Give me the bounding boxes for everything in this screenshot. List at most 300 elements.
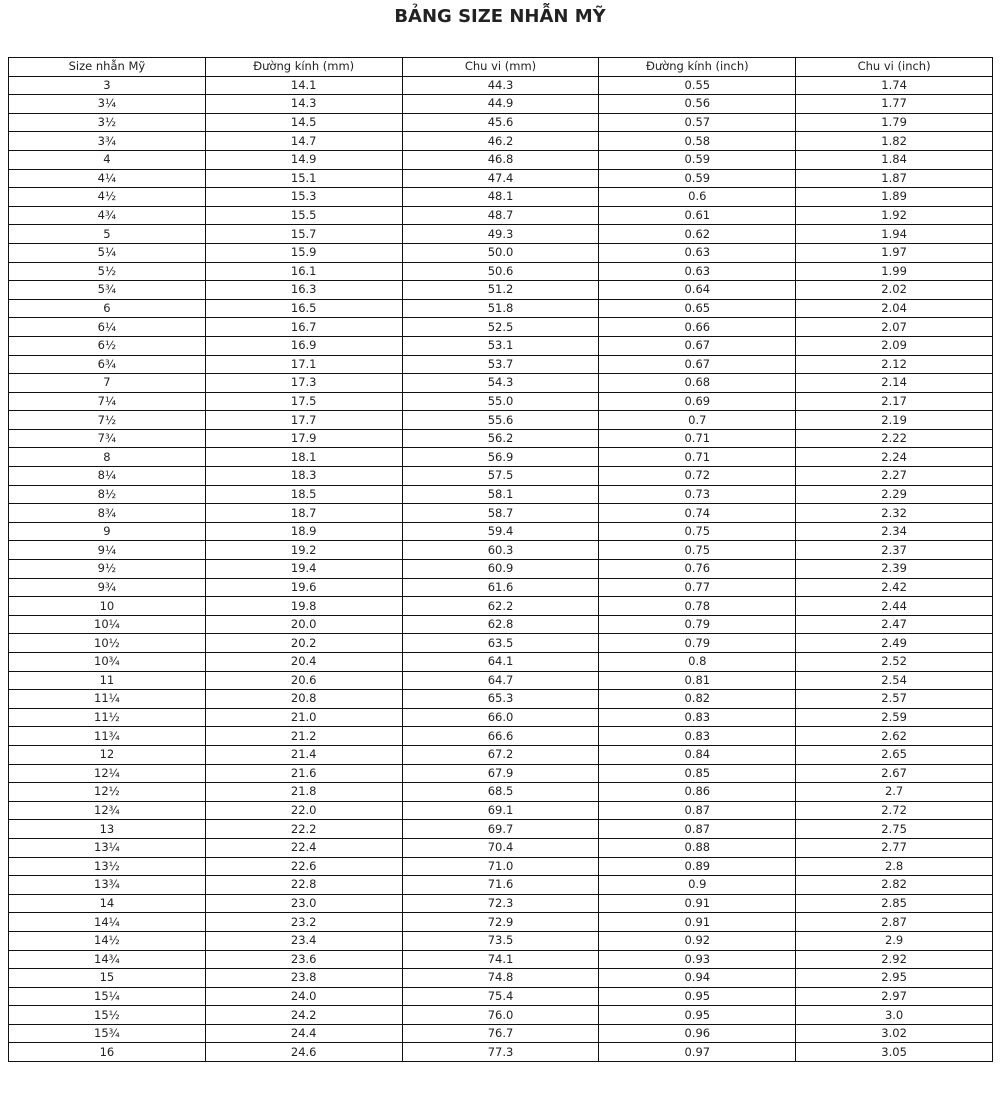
circumference-mm-cell: 74.1 — [402, 950, 599, 969]
circumference-inch-cell: 1.74 — [796, 76, 993, 95]
circumference-mm-cell: 58.7 — [402, 504, 599, 523]
table-row — [9, 522, 993, 541]
circumference-inch-cell: 3.0 — [796, 1006, 993, 1025]
circumference-inch-cell: 2.72 — [796, 801, 993, 820]
diameter-inch-cell: 0.75 — [599, 522, 796, 541]
diameter-mm-cell: 18.5 — [205, 485, 402, 504]
diameter-mm-cell: 23.4 — [205, 931, 402, 950]
table-row — [9, 374, 993, 393]
circumference-mm-cell: 63.5 — [402, 634, 599, 653]
diameter-mm-cell: 17.9 — [205, 429, 402, 448]
circumference-inch-cell: 1.84 — [796, 150, 993, 169]
us-size-cell: 6¾ — [9, 355, 206, 374]
us-size-cell: 4 — [9, 150, 206, 169]
diameter-mm-cell: 16.1 — [205, 262, 402, 281]
header-us-size: Size nhẫn Mỹ — [9, 58, 206, 77]
diameter-inch-cell: 0.68 — [599, 374, 796, 393]
circumference-inch-cell: 2.57 — [796, 690, 993, 709]
table-row — [9, 745, 993, 764]
circumference-inch-cell: 2.02 — [796, 281, 993, 300]
diameter-inch-cell: 0.66 — [599, 318, 796, 337]
diameter-inch-cell: 0.94 — [599, 969, 796, 988]
us-size-cell: 14½ — [9, 931, 206, 950]
diameter-inch-cell: 0.96 — [599, 1024, 796, 1043]
circumference-inch-cell: 2.29 — [796, 485, 993, 504]
diameter-mm-cell: 23.0 — [205, 894, 402, 913]
circumference-mm-cell: 65.3 — [402, 690, 599, 709]
circumference-mm-cell: 46.2 — [402, 132, 599, 151]
diameter-mm-cell: 15.3 — [205, 188, 402, 207]
diameter-mm-cell: 17.1 — [205, 355, 402, 374]
us-size-cell: 13¾ — [9, 876, 206, 895]
us-size-cell: 3½ — [9, 113, 206, 132]
diameter-mm-cell: 18.9 — [205, 522, 402, 541]
circumference-inch-cell: 1.99 — [796, 262, 993, 281]
diameter-mm-cell: 24.2 — [205, 1006, 402, 1025]
circumference-mm-cell: 55.6 — [402, 411, 599, 430]
table-row — [9, 969, 993, 988]
circumference-inch-cell: 2.07 — [796, 318, 993, 337]
diameter-inch-cell: 0.59 — [599, 150, 796, 169]
table-row — [9, 448, 993, 467]
table-row — [9, 578, 993, 597]
diameter-mm-cell: 18.7 — [205, 504, 402, 523]
diameter-inch-cell: 0.83 — [599, 727, 796, 746]
diameter-mm-cell: 15.1 — [205, 169, 402, 188]
us-size-cell: 14 — [9, 894, 206, 913]
diameter-inch-cell: 0.67 — [599, 336, 796, 355]
circumference-inch-cell: 2.09 — [796, 336, 993, 355]
table-row — [9, 485, 993, 504]
table-row — [9, 1006, 993, 1025]
us-size-cell: 16 — [9, 1043, 206, 1062]
us-size-cell: 9¼ — [9, 541, 206, 560]
circumference-inch-cell: 2.42 — [796, 578, 993, 597]
us-size-cell: 11½ — [9, 708, 206, 727]
diameter-inch-cell: 0.76 — [599, 560, 796, 579]
circumference-inch-cell: 2.82 — [796, 876, 993, 895]
circumference-inch-cell: 2.65 — [796, 745, 993, 764]
diameter-inch-cell: 0.75 — [599, 541, 796, 560]
circumference-inch-cell: 2.59 — [796, 708, 993, 727]
us-size-cell: 8¼ — [9, 467, 206, 486]
table-row — [9, 262, 993, 281]
diameter-mm-cell: 20.0 — [205, 615, 402, 634]
circumference-mm-cell: 54.3 — [402, 374, 599, 393]
diameter-mm-cell: 21.6 — [205, 764, 402, 783]
diameter-inch-cell: 0.73 — [599, 485, 796, 504]
diameter-mm-cell: 15.5 — [205, 206, 402, 225]
table-row — [9, 336, 993, 355]
diameter-mm-cell: 22.8 — [205, 876, 402, 895]
header-circumference-inch: Chu vi (inch) — [796, 58, 993, 77]
circumference-mm-cell: 50.0 — [402, 243, 599, 262]
table-row — [9, 76, 993, 95]
diameter-inch-cell: 0.71 — [599, 448, 796, 467]
diameter-mm-cell: 18.3 — [205, 467, 402, 486]
circumference-mm-cell: 56.9 — [402, 448, 599, 467]
circumference-inch-cell: 1.92 — [796, 206, 993, 225]
diameter-inch-cell: 0.85 — [599, 764, 796, 783]
circumference-inch-cell: 1.89 — [796, 188, 993, 207]
diameter-mm-cell: 19.6 — [205, 578, 402, 597]
diameter-inch-cell: 0.56 — [599, 95, 796, 114]
circumference-mm-cell: 66.0 — [402, 708, 599, 727]
diameter-inch-cell: 0.78 — [599, 597, 796, 616]
diameter-inch-cell: 0.64 — [599, 281, 796, 300]
diameter-inch-cell: 0.67 — [599, 355, 796, 374]
diameter-inch-cell: 0.59 — [599, 169, 796, 188]
header-circumference-mm: Chu vi (mm) — [402, 58, 599, 77]
us-size-cell: 6 — [9, 299, 206, 318]
table-row — [9, 708, 993, 727]
circumference-inch-cell: 2.85 — [796, 894, 993, 913]
circumference-inch-cell: 2.97 — [796, 987, 993, 1006]
diameter-inch-cell: 0.82 — [599, 690, 796, 709]
circumference-mm-cell: 47.4 — [402, 169, 599, 188]
diameter-inch-cell: 0.58 — [599, 132, 796, 151]
circumference-inch-cell: 2.75 — [796, 820, 993, 839]
circumference-mm-cell: 74.8 — [402, 969, 599, 988]
diameter-inch-cell: 0.72 — [599, 467, 796, 486]
diameter-mm-cell: 19.2 — [205, 541, 402, 560]
diameter-mm-cell: 21.8 — [205, 783, 402, 802]
table-row — [9, 1024, 993, 1043]
diameter-inch-cell: 0.55 — [599, 76, 796, 95]
circumference-mm-cell: 49.3 — [402, 225, 599, 244]
diameter-inch-cell: 0.92 — [599, 931, 796, 950]
diameter-mm-cell: 24.6 — [205, 1043, 402, 1062]
us-size-cell: 7¼ — [9, 392, 206, 411]
circumference-mm-cell: 72.9 — [402, 913, 599, 932]
us-size-cell: 14¾ — [9, 950, 206, 969]
us-size-cell: 13¼ — [9, 838, 206, 857]
table-row — [9, 132, 993, 151]
diameter-inch-cell: 0.83 — [599, 708, 796, 727]
table-row — [9, 411, 993, 430]
circumference-mm-cell: 71.6 — [402, 876, 599, 895]
us-size-cell: 11¼ — [9, 690, 206, 709]
table-row — [9, 1043, 993, 1062]
circumference-inch-cell: 2.27 — [796, 467, 993, 486]
circumference-inch-cell: 2.62 — [796, 727, 993, 746]
us-size-cell: 12¼ — [9, 764, 206, 783]
table-row — [9, 931, 993, 950]
circumference-mm-cell: 77.3 — [402, 1043, 599, 1062]
circumference-mm-cell: 67.2 — [402, 745, 599, 764]
circumference-mm-cell: 46.8 — [402, 150, 599, 169]
diameter-inch-cell: 0.8 — [599, 653, 796, 672]
us-size-cell: 12½ — [9, 783, 206, 802]
table-row — [9, 838, 993, 857]
us-size-cell: 11¾ — [9, 727, 206, 746]
diameter-inch-cell: 0.71 — [599, 429, 796, 448]
diameter-mm-cell: 17.7 — [205, 411, 402, 430]
diameter-mm-cell: 24.4 — [205, 1024, 402, 1043]
circumference-mm-cell: 75.4 — [402, 987, 599, 1006]
diameter-inch-cell: 0.91 — [599, 894, 796, 913]
diameter-inch-cell: 0.91 — [599, 913, 796, 932]
diameter-inch-cell: 0.79 — [599, 634, 796, 653]
circumference-mm-cell: 64.1 — [402, 653, 599, 672]
table-row — [9, 225, 993, 244]
diameter-mm-cell: 16.3 — [205, 281, 402, 300]
circumference-inch-cell: 2.04 — [796, 299, 993, 318]
table-row — [9, 820, 993, 839]
table-row — [9, 634, 993, 653]
diameter-mm-cell: 19.4 — [205, 560, 402, 579]
circumference-mm-cell: 56.2 — [402, 429, 599, 448]
circumference-inch-cell: 1.79 — [796, 113, 993, 132]
circumference-inch-cell: 2.32 — [796, 504, 993, 523]
circumference-mm-cell: 59.4 — [402, 522, 599, 541]
circumference-inch-cell: 2.52 — [796, 653, 993, 672]
us-size-cell: 9¾ — [9, 578, 206, 597]
diameter-mm-cell: 14.1 — [205, 76, 402, 95]
diameter-inch-cell: 0.86 — [599, 783, 796, 802]
circumference-inch-cell: 1.87 — [796, 169, 993, 188]
diameter-inch-cell: 0.93 — [599, 950, 796, 969]
us-size-cell: 9½ — [9, 560, 206, 579]
diameter-mm-cell: 14.9 — [205, 150, 402, 169]
us-size-cell: 9 — [9, 522, 206, 541]
circumference-mm-cell: 69.1 — [402, 801, 599, 820]
diameter-mm-cell: 21.2 — [205, 727, 402, 746]
circumference-inch-cell: 2.12 — [796, 355, 993, 374]
circumference-mm-cell: 71.0 — [402, 857, 599, 876]
circumference-mm-cell: 44.3 — [402, 76, 599, 95]
circumference-inch-cell: 2.22 — [796, 429, 993, 448]
diameter-mm-cell: 21.0 — [205, 708, 402, 727]
table-row — [9, 597, 993, 616]
circumference-inch-cell: 2.7 — [796, 783, 993, 802]
table-row — [9, 243, 993, 262]
diameter-inch-cell: 0.87 — [599, 801, 796, 820]
circumference-inch-cell: 2.34 — [796, 522, 993, 541]
table-body — [9, 76, 993, 1061]
us-size-cell: 10¾ — [9, 653, 206, 672]
table-row — [9, 113, 993, 132]
table-row — [9, 541, 993, 560]
table-header-row — [9, 58, 993, 77]
us-size-cell: 7 — [9, 374, 206, 393]
table-row — [9, 987, 993, 1006]
circumference-mm-cell: 44.9 — [402, 95, 599, 114]
us-size-cell: 15 — [9, 969, 206, 988]
us-size-cell: 15½ — [9, 1006, 206, 1025]
diameter-mm-cell: 14.5 — [205, 113, 402, 132]
table-row — [9, 150, 993, 169]
table-row — [9, 653, 993, 672]
table-row — [9, 281, 993, 300]
table-row — [9, 429, 993, 448]
diameter-inch-cell: 0.63 — [599, 262, 796, 281]
circumference-mm-cell: 72.3 — [402, 894, 599, 913]
diameter-mm-cell: 21.4 — [205, 745, 402, 764]
us-size-cell: 14¼ — [9, 913, 206, 932]
diameter-inch-cell: 0.97 — [599, 1043, 796, 1062]
circumference-mm-cell: 62.8 — [402, 615, 599, 634]
diameter-mm-cell: 17.5 — [205, 392, 402, 411]
us-size-cell: 6½ — [9, 336, 206, 355]
diameter-inch-cell: 0.87 — [599, 820, 796, 839]
table-row — [9, 299, 993, 318]
table-row — [9, 690, 993, 709]
table-row — [9, 894, 993, 913]
table-row — [9, 857, 993, 876]
circumference-inch-cell: 2.49 — [796, 634, 993, 653]
table-row — [9, 504, 993, 523]
table-row — [9, 783, 993, 802]
circumference-mm-cell: 64.7 — [402, 671, 599, 690]
header-diameter-mm: Đường kính (mm) — [205, 58, 402, 77]
circumference-inch-cell: 2.37 — [796, 541, 993, 560]
circumference-inch-cell: 2.9 — [796, 931, 993, 950]
diameter-mm-cell: 14.7 — [205, 132, 402, 151]
us-size-cell: 7¾ — [9, 429, 206, 448]
table-row — [9, 615, 993, 634]
diameter-inch-cell: 0.65 — [599, 299, 796, 318]
diameter-inch-cell: 0.95 — [599, 1006, 796, 1025]
diameter-inch-cell: 0.9 — [599, 876, 796, 895]
us-size-cell: 3¾ — [9, 132, 206, 151]
us-size-cell: 8½ — [9, 485, 206, 504]
diameter-mm-cell: 22.2 — [205, 820, 402, 839]
diameter-mm-cell: 22.6 — [205, 857, 402, 876]
us-size-cell: 5¾ — [9, 281, 206, 300]
diameter-mm-cell: 14.3 — [205, 95, 402, 114]
circumference-mm-cell: 73.5 — [402, 931, 599, 950]
circumference-mm-cell: 66.6 — [402, 727, 599, 746]
circumference-mm-cell: 51.8 — [402, 299, 599, 318]
us-size-cell: 15¾ — [9, 1024, 206, 1043]
table-row — [9, 560, 993, 579]
circumference-inch-cell: 2.95 — [796, 969, 993, 988]
us-size-cell: 4¾ — [9, 206, 206, 225]
table-row — [9, 392, 993, 411]
diameter-inch-cell: 0.57 — [599, 113, 796, 132]
circumference-mm-cell: 61.6 — [402, 578, 599, 597]
us-size-cell: 3 — [9, 76, 206, 95]
circumference-mm-cell: 67.9 — [402, 764, 599, 783]
circumference-inch-cell: 2.8 — [796, 857, 993, 876]
us-size-cell: 6¼ — [9, 318, 206, 337]
table-row — [9, 206, 993, 225]
diameter-mm-cell: 20.8 — [205, 690, 402, 709]
circumference-mm-cell: 57.5 — [402, 467, 599, 486]
table-row — [9, 188, 993, 207]
circumference-inch-cell: 3.05 — [796, 1043, 993, 1062]
circumference-mm-cell: 68.5 — [402, 783, 599, 802]
circumference-inch-cell: 2.17 — [796, 392, 993, 411]
diameter-mm-cell: 22.4 — [205, 838, 402, 857]
circumference-mm-cell: 53.1 — [402, 336, 599, 355]
diameter-inch-cell: 0.89 — [599, 857, 796, 876]
circumference-inch-cell: 1.97 — [796, 243, 993, 262]
circumference-mm-cell: 76.7 — [402, 1024, 599, 1043]
diameter-mm-cell: 22.0 — [205, 801, 402, 820]
diameter-mm-cell: 17.3 — [205, 374, 402, 393]
diameter-inch-cell: 0.95 — [599, 987, 796, 1006]
circumference-inch-cell: 2.87 — [796, 913, 993, 932]
circumference-mm-cell: 70.4 — [402, 838, 599, 857]
circumference-mm-cell: 45.6 — [402, 113, 599, 132]
table-row — [9, 355, 993, 374]
diameter-mm-cell: 16.5 — [205, 299, 402, 318]
table-row — [9, 318, 993, 337]
diameter-inch-cell: 0.6 — [599, 188, 796, 207]
page-title: BẢNG SIZE NHẪN MỸ — [394, 6, 606, 27]
us-size-cell: 8 — [9, 448, 206, 467]
circumference-mm-cell: 58.1 — [402, 485, 599, 504]
diameter-mm-cell: 23.8 — [205, 969, 402, 988]
circumference-inch-cell: 1.77 — [796, 95, 993, 114]
diameter-inch-cell: 0.84 — [599, 745, 796, 764]
circumference-mm-cell: 69.7 — [402, 820, 599, 839]
diameter-mm-cell: 15.7 — [205, 225, 402, 244]
us-size-cell: 12¾ — [9, 801, 206, 820]
table-row — [9, 467, 993, 486]
table-row — [9, 801, 993, 820]
us-size-cell: 10 — [9, 597, 206, 616]
table-row — [9, 876, 993, 895]
circumference-inch-cell: 2.77 — [796, 838, 993, 857]
us-size-cell: 10½ — [9, 634, 206, 653]
table-row — [9, 950, 993, 969]
circumference-inch-cell: 2.47 — [796, 615, 993, 634]
diameter-mm-cell: 18.1 — [205, 448, 402, 467]
diameter-inch-cell: 0.79 — [599, 615, 796, 634]
us-size-cell: 3¼ — [9, 95, 206, 114]
ring-size-table — [8, 57, 993, 1062]
diameter-inch-cell: 0.77 — [599, 578, 796, 597]
diameter-inch-cell: 0.62 — [599, 225, 796, 244]
diameter-inch-cell: 0.69 — [599, 392, 796, 411]
circumference-inch-cell: 2.67 — [796, 764, 993, 783]
diameter-mm-cell: 20.2 — [205, 634, 402, 653]
circumference-mm-cell: 53.7 — [402, 355, 599, 374]
circumference-inch-cell: 2.44 — [796, 597, 993, 616]
us-size-cell: 7½ — [9, 411, 206, 430]
circumference-inch-cell: 2.54 — [796, 671, 993, 690]
us-size-cell: 5¼ — [9, 243, 206, 262]
circumference-mm-cell: 50.6 — [402, 262, 599, 281]
circumference-mm-cell: 48.1 — [402, 188, 599, 207]
diameter-mm-cell: 23.2 — [205, 913, 402, 932]
us-size-cell: 15¼ — [9, 987, 206, 1006]
circumference-inch-cell: 1.82 — [796, 132, 993, 151]
circumference-inch-cell: 2.24 — [796, 448, 993, 467]
diameter-inch-cell: 0.74 — [599, 504, 796, 523]
us-size-cell: 12 — [9, 745, 206, 764]
us-size-cell: 4¼ — [9, 169, 206, 188]
us-size-cell: 10¼ — [9, 615, 206, 634]
table-row — [9, 671, 993, 690]
circumference-mm-cell: 60.3 — [402, 541, 599, 560]
diameter-inch-cell: 0.7 — [599, 411, 796, 430]
circumference-mm-cell: 62.2 — [402, 597, 599, 616]
us-size-cell: 5 — [9, 225, 206, 244]
diameter-mm-cell: 23.6 — [205, 950, 402, 969]
circumference-inch-cell: 2.14 — [796, 374, 993, 393]
table-row — [9, 913, 993, 932]
diameter-inch-cell: 0.61 — [599, 206, 796, 225]
circumference-inch-cell: 2.19 — [796, 411, 993, 430]
circumference-inch-cell: 1.94 — [796, 225, 993, 244]
circumference-mm-cell: 76.0 — [402, 1006, 599, 1025]
diameter-mm-cell: 16.7 — [205, 318, 402, 337]
us-size-cell: 13½ — [9, 857, 206, 876]
